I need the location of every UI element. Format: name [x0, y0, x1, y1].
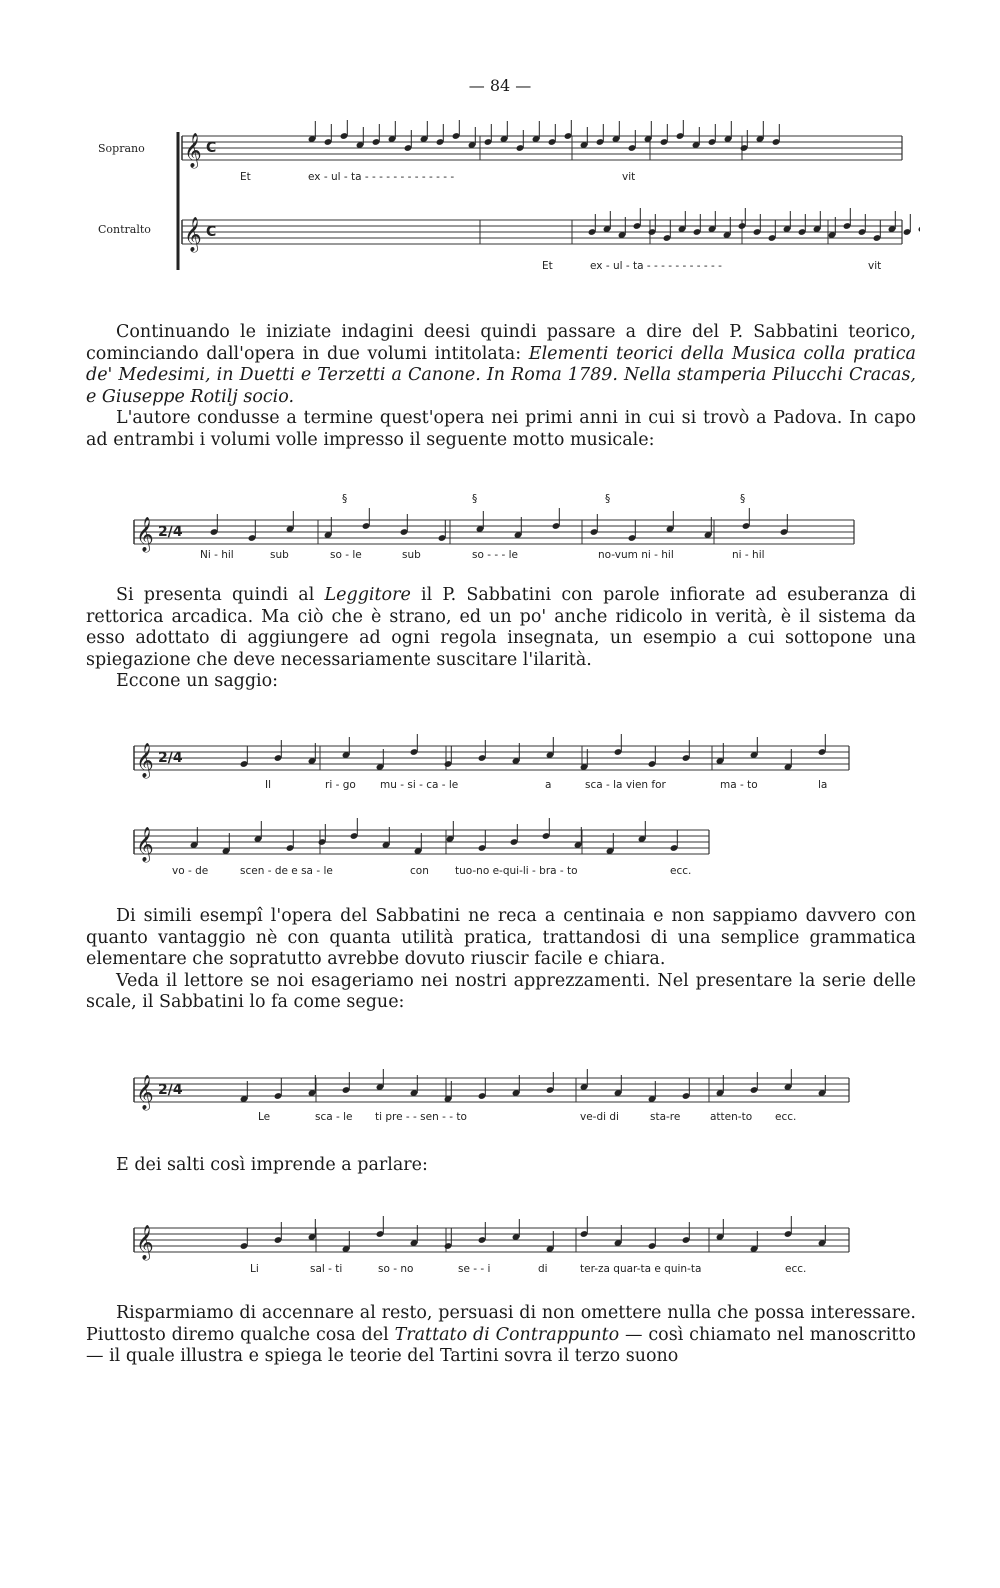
lyric: ex - ul - ta - - - - - - - - - - -: [590, 260, 722, 272]
time-signature: C: [206, 224, 217, 240]
lyric: la: [818, 779, 828, 791]
treble-clef-icon: 𝄞: [136, 1225, 154, 1260]
para-text: Eccone un saggio:: [116, 671, 279, 691]
para-text: E dei salti così imprende a parlare:: [116, 1155, 428, 1175]
lyric: a: [545, 779, 552, 791]
time-signature: 2/4: [158, 750, 183, 766]
lyric: ecc.: [670, 865, 692, 877]
lyric: sta-re: [650, 1111, 681, 1123]
score-svg: [130, 728, 860, 798]
lyric: ecc.: [785, 1263, 807, 1275]
treble-clef-icon: 𝄞: [136, 743, 154, 778]
time-signature: 2/4: [158, 524, 183, 540]
para-text: Continuando le iniziate indagini deesi quindi passare a dire del P. Sabbatini teorico, cominciando dall'opera in due volumi intitolata:: [86, 322, 916, 364]
music-example-motto: [130, 488, 860, 572]
music-example-rigo-1: [130, 728, 860, 802]
time-signature: 2/4: [158, 1082, 183, 1098]
staff-contralto: [182, 208, 920, 253]
lyric: se - - i: [458, 1263, 491, 1275]
lyric: sub: [402, 549, 421, 561]
lyric: so - - - le: [472, 549, 518, 561]
lyric: Et: [542, 260, 553, 272]
score-svg: [130, 1210, 860, 1280]
lyric: ter-za quar-ta e quin-ta: [580, 1263, 702, 1275]
score-svg: [130, 812, 730, 882]
segno-mark: §: [740, 493, 746, 505]
lyric: mu - si - ca - le: [380, 779, 459, 791]
staff-rigo-2: [134, 818, 709, 863]
lyric: sub: [270, 549, 289, 561]
lyric: ma - to: [720, 779, 758, 791]
score-svg: [90, 120, 920, 280]
treble-clef-icon: 𝄞: [184, 217, 202, 252]
para-text: L'autore condusse a termine quest'opera nei primi anni in cui si trovò a Padova. In capo ad entrambi i volumi volle impresso il seguente motto musicale:: [86, 408, 916, 450]
lyric: sca - la vien for: [585, 779, 666, 791]
italic-word: Leggitore: [324, 585, 411, 605]
lyric: Li: [250, 1263, 259, 1275]
lyric: so - no: [378, 1263, 414, 1275]
para-text: Di simili esempî l'opera del Sabbatini ne reca a centinaia e non sappiamo davvero con quanto vantaggio nè con quanta utilità pratica, trattandosi di una semplice grammatica elementare che sopratutto avrebbe dovuto riuscir facile e chiara.: [86, 906, 916, 969]
staff-scale: [134, 1069, 849, 1111]
book-title: Elementi teorici della Musica colla pratica de' Medesimi, in Duetti e Terzetti a Canone. In Roma 1789. Nella stamperia Pilucchi Cracas, e Giuseppe Rotilj socio.: [86, 343, 916, 407]
para-text: Veda il lettore se noi esageriamo nei nostri apprezzamenti. Nel presentare la serie delle scale, il Sabbatini lo fa come segue:: [86, 970, 916, 1012]
lyric: vit: [622, 171, 636, 183]
music-example-rigo-2: [130, 812, 730, 886]
lyric: Ni - hil: [200, 549, 234, 561]
lyric: ex - ul - ta - - - - - - - - - - - - -: [308, 171, 455, 183]
lyric: ti pre - - sen - - to: [375, 1111, 467, 1123]
voice-label-soprano: Soprano: [98, 142, 145, 155]
paragraph-contrappunto: [86, 1303, 916, 1368]
lyric: Le: [258, 1111, 271, 1123]
staff-salti: [134, 1216, 849, 1261]
paragraph-leggitore: [86, 585, 916, 693]
para-text: Si presenta quindi al: [116, 585, 325, 605]
staff-rigo-1: [134, 734, 849, 779]
treble-clef-icon: 𝄞: [136, 827, 154, 862]
lyric: ni - hil: [732, 549, 765, 561]
page-number: — 84 —: [468, 76, 532, 95]
paragraph-intro: [86, 322, 916, 451]
para-text: il P. Sabbatini con parole infiorate ad esuberanza di rettorica arcadica. Ma ciò che è strano, ed un po' anche ridicolo in verità, è il sistema da esso adottato di aggiungere ad ogni regola insegnata, un esempio a cui sottopone una spiegazione che deve necessariamente suscitare l'ilarità.: [86, 585, 916, 670]
music-example-scale: [130, 1060, 860, 1134]
score-svg: [130, 488, 860, 568]
paragraph-salti: [86, 1155, 916, 1177]
lyric: con: [410, 865, 429, 877]
lyric: no-vum ni - hil: [598, 549, 674, 561]
score-svg: [130, 1060, 860, 1130]
segno-mark: §: [342, 493, 348, 505]
lyric: di: [538, 1263, 548, 1275]
para-text: Risparmiamo di accennare al resto, persuasi di non omettere nulla che possa interessare. Piuttosto diremo qualche cosa del: [86, 1303, 916, 1345]
lyric: ve-di di: [580, 1111, 619, 1123]
lyric: Et: [240, 171, 251, 183]
staff-soprano: [182, 120, 902, 169]
treble-clef-icon: 𝄞: [136, 1075, 154, 1110]
segno-mark: §: [605, 493, 611, 505]
lyric: ri - go: [325, 779, 356, 791]
note-head: [918, 225, 920, 233]
lyric: so - le: [330, 549, 362, 561]
treble-clef-icon: 𝄞: [184, 133, 202, 168]
staff-motto: [134, 508, 854, 553]
voice-label-contralto: Contralto: [98, 223, 151, 236]
lyric: sca - le: [315, 1111, 353, 1123]
music-example-salti: [130, 1210, 860, 1284]
treble-clef-icon: 𝄞: [136, 517, 154, 552]
lyric: vit: [868, 260, 882, 272]
music-example-soprano-contralto: [90, 120, 920, 284]
lyric: tuo-no e-qui-li - bra - to: [455, 865, 578, 877]
lyric: vo - de: [172, 865, 209, 877]
lyric: sal - ti: [310, 1263, 343, 1275]
para-text: — così chiamato nel manoscritto — il quale illustra e spiega le teorie del Tartini sovra il terzo suono: [86, 1324, 916, 1366]
italic-title: Trattato di Contrappunto: [394, 1324, 620, 1345]
segno-mark: §: [472, 493, 478, 505]
lyric: scen - de e sa - le: [240, 865, 333, 877]
time-signature: C: [206, 140, 217, 156]
lyric: Il: [265, 779, 272, 791]
paragraph-esempi: [86, 906, 916, 1014]
lyric: atten-to: [710, 1111, 753, 1123]
lyric: ecc.: [775, 1111, 797, 1123]
